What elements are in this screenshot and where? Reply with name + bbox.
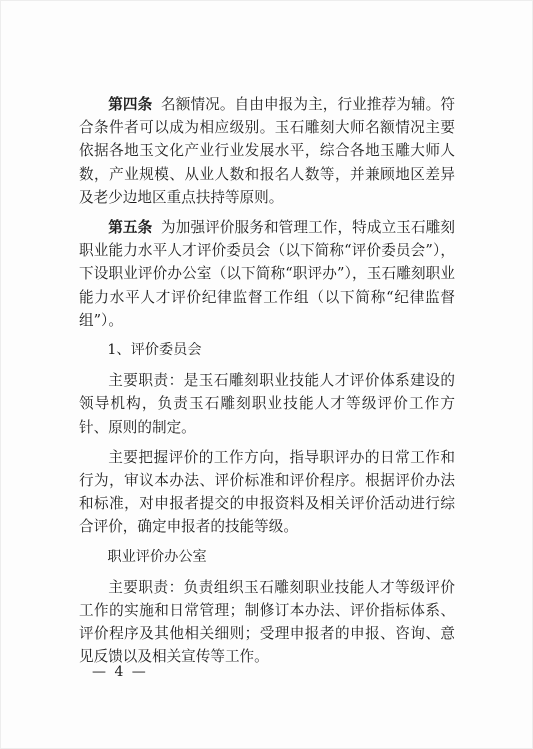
article-4-text: 名额情况。自由申报为主，行业推荐为辅。符合条件者可以成为相应级别。玉石雕刻大师名额情况主要依据各地玉文化产业行业发展水平，综合各地玉雕大师人数，产业规模、从业人数和报名人数等，并兼顾地区差异及老少边地区重点扶持等原则。 xyxy=(79,96,455,206)
paragraph-gap xyxy=(79,439,455,446)
article-4-paragraph xyxy=(79,93,455,209)
paragraph-gap xyxy=(79,332,455,339)
section-2-duty-paragraph: 主要职责：负责组织玉石雕刻职业技能人才等级评价工作的实施和日常管理；制修订本办法、评价指标体系、评价程序及其他相关细则；受理申报者的申报、咨询、意见反馈以及相关宣传等工作。 xyxy=(79,578,455,666)
section-1-heading: 1、评价委员会 xyxy=(107,342,202,359)
article-5-title: 第五条 xyxy=(108,219,153,237)
document-body xyxy=(79,93,455,669)
section-2-heading: 职业评价办公室 xyxy=(107,548,207,565)
page-number: — 4 — xyxy=(92,664,148,680)
article-5-text: 为加强评价服务和管理工作，特成立玉石雕刻职业能力水平人才评价委员会（以下简称“评价委员会”），下设职业评价办公室（以下简称“职评办”），玉石雕刻职业能力水平人才评价纪律监督工作组（以下简称“纪律监督组”）。 xyxy=(79,219,455,329)
section-1-duty-paragraph: 主要职责：是玉石雕刻职业技能人才评价体系建设的领导机构，负责玉石雕刻职业技能人才等级评价工作方针、原则的制定。 xyxy=(79,372,455,436)
paragraph-gap xyxy=(79,209,455,216)
article-4-title: 第四条 xyxy=(108,96,153,113)
paragraph-gap xyxy=(79,539,455,546)
paragraph-gap xyxy=(79,362,455,369)
paragraph-gap xyxy=(79,569,455,576)
section-1-direction-paragraph: 主要把握评价的工作方向，指导职评办的日常工作和行为，审议本办法、评价标准和评价程序。根据评价办法和标准，对申报者提交的申报资料及相关评价活动进行综合评价，确定申报者的技能等级。 xyxy=(79,448,455,536)
article-5-paragraph xyxy=(79,216,455,332)
